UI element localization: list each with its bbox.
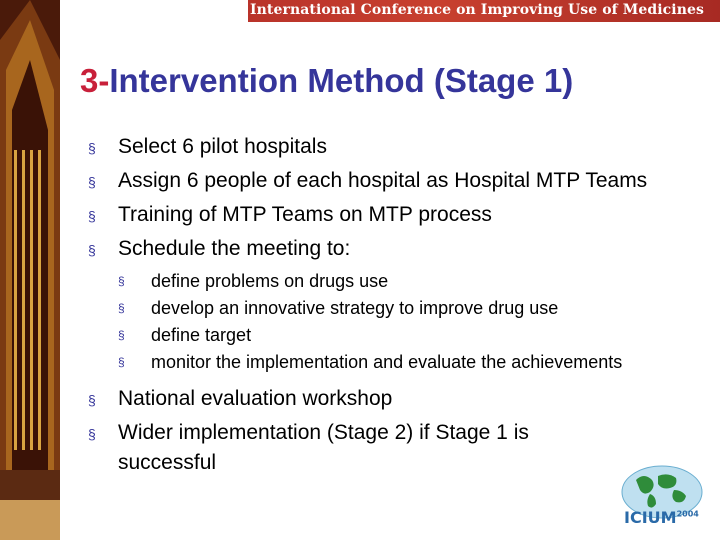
bullet-icon: § — [88, 140, 96, 156]
bullet-icon: § — [118, 301, 125, 315]
bullet-icon: § — [88, 174, 96, 190]
bullet-item: § Assign 6 people of each hospital as Hospital MTP Teams — [88, 166, 698, 196]
title-text: Intervention Method (Stage 1) — [109, 62, 574, 99]
bullet-item: § Select 6 pilot hospitals — [88, 132, 698, 162]
sub-bullet-item: § define problems on drugs use — [118, 268, 698, 295]
sub-bullet-item: § develop an innovative strategy to improve drug use — [118, 295, 698, 322]
temple-decoration — [0, 0, 60, 540]
bullet-icon: § — [118, 355, 125, 369]
bullet-icon: § — [88, 426, 96, 442]
bullet-icon: § — [88, 208, 96, 224]
bullet-icon: § — [118, 274, 125, 288]
bullet-item: § Schedule the meeting to: — [88, 234, 698, 264]
bullet-item: § Wider implementation (Stage 2) if Stage 1 is successful — [88, 421, 529, 474]
logo-year: 2004 — [676, 509, 699, 519]
bullet-icon: § — [118, 328, 125, 342]
bullet-icon: § — [88, 392, 96, 408]
icium-logo — [614, 462, 710, 534]
bullet-icon: § — [88, 242, 96, 258]
bullet-item: § Training of MTP Teams on MTP process — [88, 200, 698, 230]
slide-title — [80, 62, 573, 100]
bullet-item: § National evaluation workshop — [88, 384, 698, 414]
conference-header-bar — [187, 0, 720, 22]
bullet-list — [88, 132, 698, 482]
sub-bullet-item: § monitor the implementation and evaluate the achievements — [118, 349, 698, 376]
title-number: 3- — [80, 62, 110, 99]
conference-title: Second International Conference on Improving Use of Medicines — [187, 2, 704, 18]
sub-bullet-item: § define target — [118, 322, 698, 349]
logo-text: $ICIUM^{2004}$ — [624, 508, 699, 527]
